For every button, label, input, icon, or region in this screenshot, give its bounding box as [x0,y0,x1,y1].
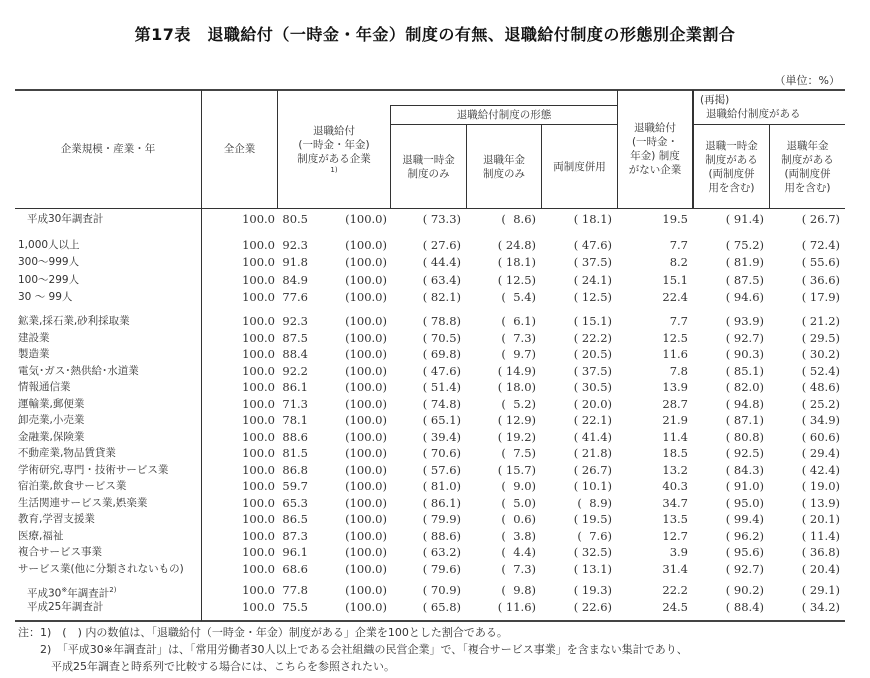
cell-all: 100.0 [242,479,275,493]
table-row [15,445,845,461]
header-has-line2: (一時金・年金) [298,139,370,151]
cell-lump: ( 70.6) [422,446,461,460]
header-lump-incl-line1: 退職一時金 [705,139,758,152]
cell-pension: ( 6.1) [501,314,536,328]
cell-lump: ( 81.0) [422,479,461,493]
cell-none: 13.2 [662,463,688,477]
cell-both: ( 13.1) [573,562,612,576]
cell-has: 77.6 [282,290,308,304]
header-pension-incl [770,125,845,208]
table-row [15,412,845,428]
table-row [15,599,845,615]
cell-pension: ( 24.8) [497,238,536,252]
cell-both: ( 32.5) [573,545,612,559]
cell-all: 100.0 [242,380,275,394]
cell-pension-incl: ( 72.4) [801,238,840,252]
table-row [15,396,845,412]
cell-has: 59.7 [282,479,308,493]
cell-pension: ( 5.4) [501,290,536,304]
cell-has: 87.5 [282,331,308,345]
cell-all: 100.0 [242,512,275,526]
cell-pension-incl: ( 19.0) [801,479,840,493]
cell-none: 22.2 [662,583,688,597]
table-row [15,211,845,227]
header-pension-incl-line3: (両制度併 [784,167,831,180]
cell-both: ( 41.4) [573,430,612,444]
cell-lump-incl: ( 85.1) [725,364,764,378]
cell-none: 3.9 [669,545,688,559]
table-row [15,289,845,305]
header-form-group [391,106,617,124]
table-bottom-border [15,620,845,622]
cell-has-p: (100.0) [345,463,387,477]
row-label: 金融業,保険業 [18,431,85,443]
table-row [15,330,845,346]
cell-has-p: (100.0) [345,562,387,576]
cell-lump-incl: ( 87.5) [725,273,764,287]
cell-all: 100.0 [242,600,275,614]
cell-pension-incl: ( 36.6) [801,273,840,287]
cell-pension: ( 9.7) [501,347,536,361]
cell-none: 19.5 [662,212,688,226]
header-both [542,125,617,208]
cell-none: 7.7 [669,314,688,328]
cell-has: 68.6 [282,562,308,576]
cell-lump: ( 51.4) [422,380,461,394]
cell-all: 100.0 [242,255,275,269]
cell-both: ( 7.6) [577,529,612,543]
cell-pension-incl: ( 55.6) [801,255,840,269]
cell-pension-incl: ( 34.9) [801,413,840,427]
cell-has: 88.6 [282,430,308,444]
cell-pension-incl: ( 21.2) [801,314,840,328]
cell-has-p: (100.0) [345,496,387,510]
table-row [15,346,845,362]
cell-pension-incl: ( 30.2) [801,347,840,361]
cell-has-p: (100.0) [345,347,387,361]
cell-none: 13.5 [662,512,688,526]
table-row [15,582,845,598]
cell-has: 86.1 [282,380,308,394]
cell-lump-incl: ( 92.7) [725,331,764,345]
cell-has-p: (100.0) [345,273,387,287]
header-all-companies [202,90,277,208]
cell-all: 100.0 [242,347,275,361]
row-label: 製造業 [18,348,50,360]
cell-pension-incl: ( 13.9) [801,496,840,510]
cell-pension: ( 15.7) [497,463,536,477]
cell-pension-incl: ( 60.6) [801,430,840,444]
cell-pension: ( 0.6) [501,512,536,526]
table-row [15,379,845,395]
cell-has-p: (100.0) [345,545,387,559]
cell-lump-incl: ( 80.8) [725,430,764,444]
cell-both: ( 20.5) [573,347,612,361]
cell-pension: ( 19.2) [497,430,536,444]
cell-both: ( 47.6) [573,238,612,252]
cell-none: 12.7 [662,529,688,543]
cell-lump-incl: ( 96.2) [725,529,764,543]
cell-lump: ( 79.6) [422,562,461,576]
cell-both: ( 37.5) [573,364,612,378]
cell-both: ( 19.5) [573,512,612,526]
footnotes [18,624,688,675]
cell-lump-incl: ( 81.9) [725,255,764,269]
footnote-1: 注：1) ( ) 内の数値は、「退職給付（一時金・年金）制度がある」企業を100とした割合である。 [18,626,508,639]
cell-lump-incl: ( 87.1) [725,413,764,427]
cell-none: 24.5 [662,600,688,614]
cell-pension-incl: ( 17.9) [801,290,840,304]
header-form-group-label: 退職給付制度の形態 [456,109,552,121]
cell-lump: ( 73.3) [422,212,461,226]
cell-none: 21.9 [662,413,688,427]
cell-all: 100.0 [242,413,275,427]
table-row [15,462,845,478]
cell-none: 15.1 [662,273,688,287]
table-row [15,511,845,527]
header-bottom-border [15,208,845,209]
header-all-label: 全企業 [223,143,256,155]
cell-lump-incl: ( 94.8) [725,397,764,411]
cell-has: 80.5 [282,212,308,226]
row-label: 医療,福祉 [18,530,64,542]
cell-has: 92.3 [282,238,308,252]
cell-pension-incl: ( 36.8) [801,545,840,559]
cell-all: 100.0 [242,314,275,328]
cell-none: 7.8 [669,364,688,378]
row-label: サービス業(他に分類されないもの) [18,563,184,575]
header-none-line4: がない企業 [628,164,682,176]
cell-all: 100.0 [242,496,275,510]
table-row [15,561,845,577]
cell-lump-incl: ( 99.4) [725,512,764,526]
cell-lump-incl: ( 84.3) [725,463,764,477]
cell-both: ( 20.0) [573,397,612,411]
cell-has: 96.1 [282,545,308,559]
cell-none: 11.6 [662,347,688,361]
cell-lump: ( 57.6) [422,463,461,477]
unit-label: （単位：%） [774,74,840,87]
cell-has-p: (100.0) [345,430,387,444]
header-none-line3: 年金) 制度 [630,150,680,162]
cell-lump-incl: ( 90.2) [725,583,764,597]
cell-lump: ( 44.4) [422,255,461,269]
row-label: 不動産業,物品賃貸業 [18,447,116,459]
cell-lump: ( 47.6) [422,364,461,378]
header-pension-incl-line4: 用を含む) [784,181,831,194]
cell-has: 77.8 [282,583,308,597]
header-pension-incl-line1: 退職年金 [786,139,829,152]
cell-both: ( 19.3) [573,583,612,597]
cell-none: 31.4 [662,562,688,576]
cell-pension: ( 12.9) [497,413,536,427]
header-no-system [618,90,692,208]
cell-has: 86.8 [282,463,308,477]
cell-both: ( 30.5) [573,380,612,394]
cell-pension: ( 4.4) [501,545,536,559]
header-lump-incl-line4: 用を含む) [708,181,755,194]
cell-lump-incl: ( 75.2) [725,238,764,252]
cell-has: 86.5 [282,512,308,526]
cell-has-p: (100.0) [345,583,387,597]
header-lump-incl-line3: (両制度併 [708,167,755,180]
cell-pension-incl: ( 48.6) [801,380,840,394]
cell-has: 92.2 [282,364,308,378]
table-row [15,237,845,253]
table-row [15,528,845,544]
row-label: 卸売業,小売業 [18,414,85,426]
cell-has-p: (100.0) [345,238,387,252]
cell-lump: ( 79.9) [422,512,461,526]
cell-pension: ( 3.8) [501,529,536,543]
row-label: 電気･ガス･熱供給･水道業 [18,365,139,377]
cell-pension: ( 9.0) [501,479,536,493]
cell-lump: ( 88.6) [422,529,461,543]
footnote-2: 2) 「平成30※年調査計」は、「常用労働者30人以上である会社組織の民営企業」で、「複合サービス事業」を含まない集計であり、 [18,643,688,656]
cell-has-p: (100.0) [345,212,387,226]
row-label: 学術研究,専門・技術サービス業 [18,464,169,476]
cell-has-p: (100.0) [345,290,387,304]
cell-none: 18.5 [662,446,688,460]
header-lump-only-line1: 退職一時金 [402,153,455,166]
cell-pension: ( 7.5) [501,446,536,460]
cell-lump: ( 82.1) [422,290,461,304]
cell-has: 84.9 [282,273,308,287]
cell-pension-incl: ( 52.4) [801,364,840,378]
cell-has: 65.3 [282,496,308,510]
table-title: 第17表 退職給付（一時金・年金）制度の有無、退職給付制度の形態別企業割合 [134,25,736,44]
cell-both: ( 22.2) [573,331,612,345]
cell-none: 28.7 [662,397,688,411]
row-label: 1,000人以上 [18,239,80,251]
cell-all: 100.0 [242,562,275,576]
header-repost-group [694,90,845,124]
cell-all: 100.0 [242,446,275,460]
header-has-system [278,90,390,208]
row-label: 情報通信業 [18,381,71,393]
cell-lump-incl: ( 92.7) [725,562,764,576]
cell-has-p: (100.0) [345,314,387,328]
cell-pension: ( 14.9) [497,364,536,378]
cell-pension: ( 12.5) [497,273,536,287]
header-pension-incl-line2: 制度がある [781,153,834,166]
table-row [15,363,845,379]
cell-both: ( 22.6) [573,600,612,614]
cell-has-p: (100.0) [345,446,387,460]
cell-both: ( 24.1) [573,273,612,287]
cell-all: 100.0 [242,273,275,287]
cell-none: 12.5 [662,331,688,345]
cell-lump: ( 27.6) [422,238,461,252]
cell-has-p: (100.0) [345,255,387,269]
cell-pension: ( 7.3) [501,331,536,345]
row-label: 教育,学習支援業 [18,513,95,525]
cell-has-p: (100.0) [345,331,387,345]
cell-none: 11.4 [662,430,688,444]
cell-lump: ( 74.8) [422,397,461,411]
row-label: 鉱業,採石業,砂利採取業 [18,315,130,327]
header-pension-only-line1: 退職年金 [483,153,525,166]
cell-pension-incl: ( 29.5) [801,331,840,345]
cell-lump-incl: ( 92.5) [725,446,764,460]
row-label: 300～999人 [18,256,80,268]
row-label: 平成30年調査計 [27,213,104,225]
cell-both: ( 12.5) [573,290,612,304]
row-label: 宿泊業,飲食サービス業 [18,480,127,492]
cell-lump: ( 78.8) [422,314,461,328]
cell-has: 92.3 [282,314,308,328]
cell-pension: ( 7.3) [501,562,536,576]
cell-pension: ( 8.6) [501,212,536,226]
row-label: 100～299人 [18,274,80,286]
cell-pension: ( 11.6) [497,600,536,614]
cell-none: 22.4 [662,290,688,304]
table-row [15,478,845,494]
cell-has-p: (100.0) [345,397,387,411]
cell-lump: ( 70.5) [422,331,461,345]
header-pension-only [467,125,541,208]
cell-none: 40.3 [662,479,688,493]
cell-has-p: (100.0) [345,600,387,614]
cell-both: ( 8.9) [577,496,612,510]
cell-all: 100.0 [242,290,275,304]
header-category [15,90,201,208]
row-label: 平成25年調査計 [27,601,104,613]
cell-lump-incl: ( 90.3) [725,347,764,361]
cell-pension-incl: ( 42.4) [801,463,840,477]
cell-none: 34.7 [662,496,688,510]
row-label: 複合サービス事業 [18,546,102,558]
header-pension-only-line2: 制度のみ [483,167,525,180]
header-category-label: 企業規模・産業・年 [60,143,156,155]
cell-has-p: (100.0) [345,512,387,526]
cell-lump-incl: ( 95.0) [725,496,764,510]
cell-pension-incl: ( 25.2) [801,397,840,411]
row-label: 30 ～ 99人 [18,291,73,303]
cell-lump: ( 65.1) [422,413,461,427]
header-none-line1: 退職給付 [634,122,676,134]
cell-pension-incl: ( 20.1) [801,512,840,526]
cell-all: 100.0 [242,397,275,411]
cell-lump-incl: ( 95.6) [725,545,764,559]
cell-lump: ( 65.8) [422,600,461,614]
cell-all: 100.0 [242,430,275,444]
cell-has-p: (100.0) [345,529,387,543]
cell-lump-incl: ( 94.6) [725,290,764,304]
header-has-footnote: 1) [330,166,338,174]
cell-both: ( 18.1) [573,212,612,226]
header-lump-incl [694,125,769,208]
cell-pension-incl: ( 26.7) [801,212,840,226]
row-label: 平成30※年調査計$^{2)}$ [27,586,117,600]
cell-has: 75.5 [282,600,308,614]
cell-pension: ( 5.0) [501,496,536,510]
cell-pension-incl: ( 11.4) [801,529,840,543]
header-repost-line1: (再掲) [700,94,730,106]
cell-none: 7.7 [669,238,688,252]
cell-lump: ( 39.4) [422,430,461,444]
table-row [15,313,845,329]
cell-pension-incl: ( 29.4) [801,446,840,460]
cell-lump-incl: ( 91.0) [725,479,764,493]
cell-none: 13.9 [662,380,688,394]
cell-pension: ( 5.2) [501,397,536,411]
cell-pension: ( 18.0) [497,380,536,394]
cell-has-p: (100.0) [345,380,387,394]
header-both-label: 両制度併用 [553,160,606,173]
table-row [15,254,845,270]
cell-none: 8.2 [669,255,688,269]
cell-lump-incl: ( 91.4) [725,212,764,226]
cell-pension: ( 9.8) [501,583,536,597]
cell-has: 88.4 [282,347,308,361]
cell-all: 100.0 [242,583,275,597]
cell-lump: ( 63.2) [422,545,461,559]
cell-lump: ( 63.4) [422,273,461,287]
cell-all: 100.0 [242,212,275,226]
table-row [15,429,845,445]
cell-has: 71.3 [282,397,308,411]
header-lump-only [391,125,466,208]
table-row [15,544,845,560]
cell-pension: ( 18.1) [497,255,536,269]
cell-has: 91.8 [282,255,308,269]
cell-pension-incl: ( 34.2) [801,600,840,614]
header-none-line2: (一時金・ [631,136,679,148]
cell-pension-incl: ( 29.1) [801,583,840,597]
header-has-line3: 制度がある企業 [297,153,371,165]
cell-lump-incl: ( 88.4) [725,600,764,614]
cell-has-p: (100.0) [345,413,387,427]
footnote-3: 平成25年調査と時系列で比較する場合には、こちらを参照されたい。 [18,660,395,673]
table-row [15,495,845,511]
cell-all: 100.0 [242,545,275,559]
row-label: 建設業 [18,332,50,344]
cell-lump: ( 86.1) [422,496,461,510]
table-row [15,272,845,288]
cell-has-p: (100.0) [345,479,387,493]
header-lump-only-line2: 制度のみ [407,167,450,180]
cell-both: ( 10.1) [573,479,612,493]
cell-both: ( 22.1) [573,413,612,427]
cell-has: 87.3 [282,529,308,543]
cell-all: 100.0 [242,238,275,252]
cell-both: ( 21.8) [573,446,612,460]
cell-has: 78.1 [282,413,308,427]
row-label: 運輸業,郵便業 [18,398,85,410]
cell-all: 100.0 [242,331,275,345]
cell-both: ( 37.5) [573,255,612,269]
cell-lump-incl: ( 93.9) [725,314,764,328]
header-repost-line2: 退職給付制度がある [706,108,801,120]
cell-all: 100.0 [242,463,275,477]
cell-lump-incl: ( 82.0) [725,380,764,394]
cell-all: 100.0 [242,529,275,543]
cell-both: ( 26.7) [573,463,612,477]
row-label: 生活関連サービス業,娯楽業 [18,497,148,509]
header-lump-incl-line2: 制度がある [705,153,758,166]
cell-lump: ( 69.8) [422,347,461,361]
cell-has: 81.5 [282,446,308,460]
cell-lump: ( 70.9) [422,583,461,597]
header-has-line1: 退職給付 [313,125,355,137]
cell-all: 100.0 [242,364,275,378]
cell-pension-incl: ( 20.4) [801,562,840,576]
cell-both: ( 15.1) [573,314,612,328]
cell-has-p: (100.0) [345,364,387,378]
